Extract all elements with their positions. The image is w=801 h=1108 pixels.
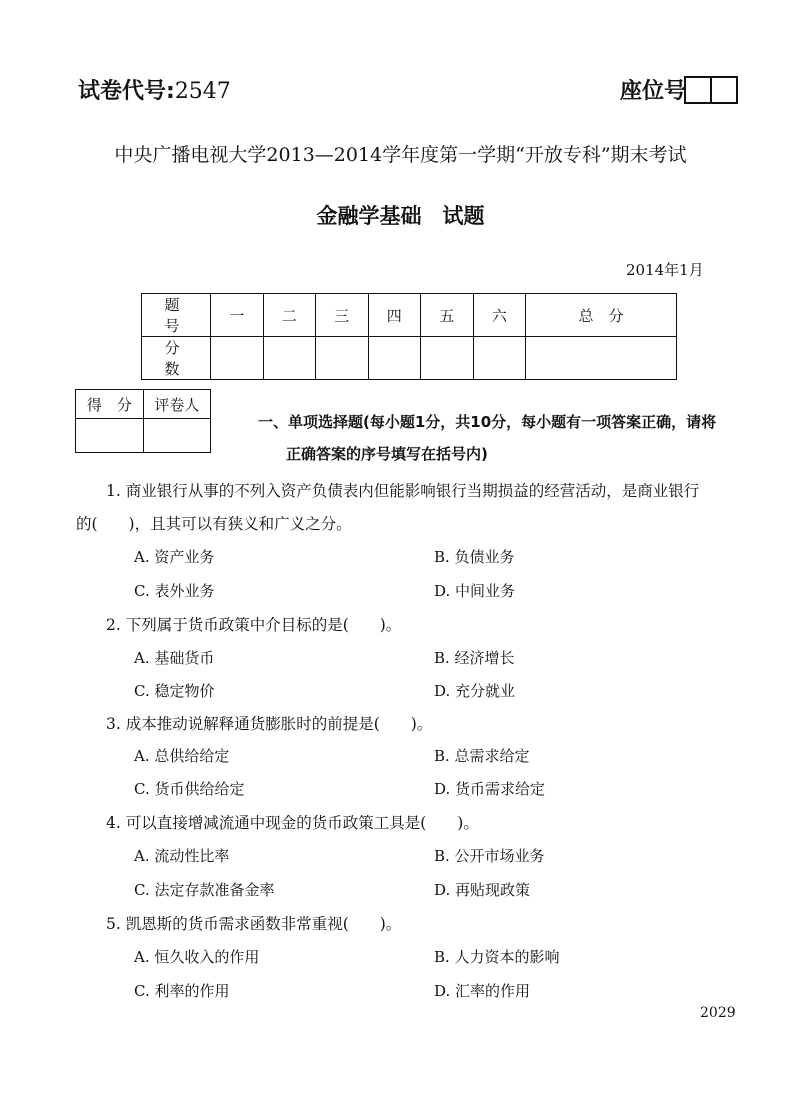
grader-score-cell[interactable] <box>76 419 144 453</box>
grader-name-label: 评卷人 <box>143 390 210 419</box>
score-table <box>141 293 677 380</box>
question-1-option-b: B. 负债业务 <box>434 548 515 566</box>
seat-number <box>620 74 738 105</box>
grader-entry-row <box>76 419 211 453</box>
grader-name-cell[interactable] <box>143 419 210 453</box>
question-4-option-a: A. 流动性比率 <box>134 847 230 865</box>
score-cell: 分 数 <box>142 337 211 380</box>
score-cell: 三 <box>316 294 369 337</box>
score-cell: 六 <box>473 294 526 337</box>
score-cell: 题 号 <box>142 294 211 337</box>
paper-code-value: 2547 <box>174 79 231 104</box>
question-4-stem: 4. 可以直接增减流通中现金的货币政策工具是( )。 <box>106 814 479 832</box>
question-4-option-d: D. 再贴现政策 <box>434 881 531 899</box>
question-3-option-d: D. 货币需求给定 <box>434 780 546 798</box>
score-cell: 四 <box>368 294 421 337</box>
section-heading-cont: 正确答案的序号填写在括号内) <box>286 445 488 463</box>
score-entry-cell[interactable] <box>473 337 526 380</box>
seat-box-1[interactable] <box>684 76 712 104</box>
grader-table <box>75 389 211 453</box>
score-entry-cell[interactable] <box>211 337 264 380</box>
grader-score-label: 得 分 <box>76 390 144 419</box>
question-3-option-c: C. 货币供给给定 <box>134 780 245 798</box>
question-2-option-b: B. 经济增长 <box>434 649 515 667</box>
exam-date: 2014年1月 <box>626 261 704 279</box>
page-number: 2029 <box>700 1005 736 1021</box>
question-5-option-b: B. 人力资本的影响 <box>434 948 560 966</box>
question-2-stem: 2. 下列属于货币政策中介目标的是( )。 <box>106 616 402 634</box>
exam-title: 中央广播电视大学2013—2014学年度第一学期“开放专科”期末考试 <box>114 144 687 166</box>
question-3-option-a: A. 总供给给定 <box>134 747 230 765</box>
question-3-stem: 3. 成本推动说解释通货膨胀时的前提是( )。 <box>106 715 433 733</box>
grader-header-row <box>76 390 211 419</box>
question-1-stem: 1. 商业银行从事的不列入资产负债表内但能影响银行当期损益的经营活动，是商业银行 <box>106 482 700 500</box>
question-4-option-b: B. 公开市场业务 <box>434 847 545 865</box>
seat-label: 座位号 <box>620 79 687 104</box>
question-2-option-c: C. 稳定物价 <box>134 682 215 700</box>
question-4-option-c: C. 法定存款准备金率 <box>134 881 275 899</box>
question-2-option-d: D. 充分就业 <box>434 682 516 700</box>
question-1-option-c: C. 表外业务 <box>134 582 215 600</box>
question-2-option-a: A. 基础货币 <box>134 649 215 667</box>
question-1-option-a: A. 资产业务 <box>134 548 215 566</box>
score-table-score-row <box>142 337 677 380</box>
question-5-stem: 5. 凯恩斯的货币需求函数非常重视( )。 <box>106 915 402 933</box>
section-heading: 一、单项选择题(每小题1分，共10分，每小题有一项答案正确，请将 <box>258 413 717 431</box>
question-1-stem-cont: 的( )，且其可以有狭义和广义之分。 <box>76 515 352 533</box>
score-entry-cell[interactable] <box>263 337 316 380</box>
score-cell: 五 <box>421 294 474 337</box>
question-5-option-c: C. 利率的作用 <box>134 982 230 1000</box>
question-1-option-d: D. 中间业务 <box>434 582 516 600</box>
score-entry-cell[interactable] <box>368 337 421 380</box>
score-entry-cell[interactable] <box>421 337 474 380</box>
subject-title: 金融学基础 试题 <box>316 204 485 228</box>
paper-code <box>78 74 231 105</box>
question-5-option-d: D. 汇率的作用 <box>434 982 531 1000</box>
score-entry-cell[interactable] <box>526 337 677 380</box>
score-cell: 一 <box>211 294 264 337</box>
question-5-option-a: A. 恒久收入的作用 <box>134 948 260 966</box>
score-entry-cell[interactable] <box>316 337 369 380</box>
score-cell: 总 分 <box>526 294 677 337</box>
score-table-header-row <box>142 294 677 337</box>
question-3-option-b: B. 总需求给定 <box>434 747 530 765</box>
seat-box-2[interactable] <box>710 76 738 104</box>
paper-code-label: 试卷代号: <box>78 79 175 104</box>
score-cell: 二 <box>263 294 316 337</box>
